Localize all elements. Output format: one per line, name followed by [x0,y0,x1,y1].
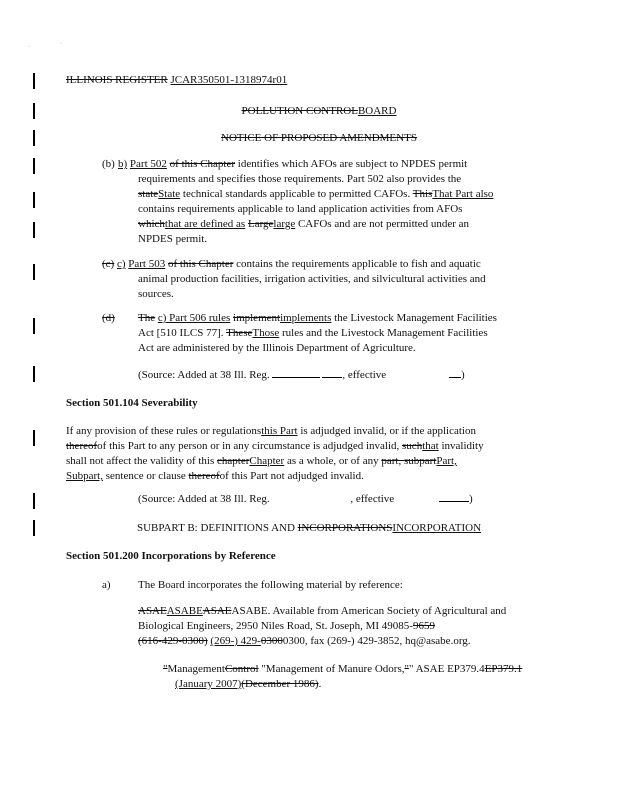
blank [449,367,461,378]
section-104-line: If any provision of these rules or regulationsthis Part is adjudged invalid, or if the application [66,425,476,437]
register-title-struck: ILLINOIS REGISTER [66,74,168,86]
para-c-line: (c) c) Part 503 of this Chapter contains the requirements applicable to fish and aquatic [102,258,481,270]
revision-bar [33,493,35,509]
register-code: JCAR350501-1318974r01 [170,74,288,86]
para-d-label: (d) [102,312,115,324]
para-b-line: stateState technical standards applicable to permitted CAFOs. ThisThat Part also [138,188,494,200]
notice-header [0,131,618,146]
asabe-line: (616-429-0300) (269-) 429-03000300, fax (269-) 429-3852, hq@asabe.org. [138,635,471,647]
asabe-line: ASAEASABEASAEASABE. Available from American Society of Agricultural and [138,605,507,617]
para-b-line: requirements and specifies those requirements. Part 502 also provides the [138,173,462,185]
revision-bar [33,318,35,334]
section-104-line: Subpart, sentence or clause thereofof this Part not adjudged invalid. [66,470,364,482]
section-104-line: shall not affect the validity of this chapterChapter as a whole, or of any part, subpartPart, [66,455,457,467]
blank [272,367,320,378]
citation-line: (January 2007)(December 1986). [175,678,322,690]
revision-bar [33,264,35,280]
asabe-line: Biological Engineers, 2950 Niles Road, St. Joseph, MI 49085-9659 [138,620,435,632]
para-d-line: Act are administered by the Illinois Department of Agriculture. [138,342,416,354]
manure-odors-citation [163,662,563,692]
para-d [138,311,568,356]
section-200-a-text: The Board incorporates the following material by reference: [138,579,403,591]
section-104-heading: Section 501.104 Severability [66,397,198,409]
board-title: BOARD [357,105,397,117]
revision-bar [33,430,35,446]
para-b [118,157,558,247]
blank [322,367,342,378]
revision-bar [33,366,35,382]
para-d-line: Act [510 ILCS 77]. TheseThose rules and the Livestock Management Facilities [138,327,488,339]
section-104-body [66,424,566,484]
para-d-line: The c) Part 506 rules implementimplements the Livestock Management Facilities [138,312,497,324]
para-b-label: (b) [102,158,115,170]
section-200-a-label: a) [102,579,111,591]
para-b-line: NPDES permit. [138,233,208,245]
revision-bar [33,192,35,208]
section-200-heading: Section 501.200 Incorporations by Reference [66,550,276,562]
asabe-reference [138,604,558,649]
scan-speck: · [28,44,30,50]
register-header [66,73,287,88]
citation-line: "ManagementControl "Management of Manure Odors,"" ASAE EP379.4EP379.1 [163,663,523,675]
scan-speck: · [60,41,62,47]
board-header [0,104,618,119]
revision-bar [33,73,35,89]
section-104-line: thereofof this Part to any person or in any circumstance is adjudged invalid, suchthat invalidity [66,440,484,452]
para-c-line: animal production facilities, irrigation activities, and silvicultural activities and [138,273,486,285]
revision-bar [33,158,35,174]
para-b-line: b) Part 502 of this Chapter identifies which AFOs are subject to NPDES permit [118,158,468,170]
revision-bar [33,222,35,238]
source-note: (Source: Added at 38 Ill. Reg. , effective ) [138,493,473,505]
para-b-line: contains requirements applicable to land application activities from AFOs [138,203,463,215]
subpart-heading: SUBPART B: DEFINITIONS AND INCORPORATIONSINCORPORATION [136,522,482,534]
notice-title: NOTICE OF PROPOSED AMENDMENTS [221,132,417,144]
para-b-line: whichthat are defined as Largelarge CAFOs and are not permitted under an [138,218,470,230]
blank [439,491,469,502]
para-c-line: sources. [138,288,174,300]
source-note: (Source: Added at 38 Ill. Reg. , effective ) [138,369,465,381]
para-c [102,257,562,302]
board-title-struck: POLLUTION CONTROL [241,105,358,117]
